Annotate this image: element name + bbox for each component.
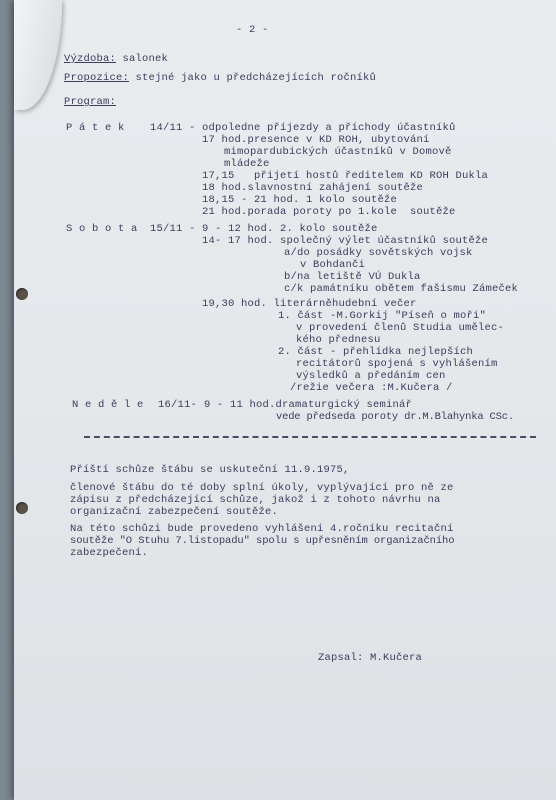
paragraph-line: členové štábu do té doby splní úkoly, vyplývající pro ně ze xyxy=(70,482,454,494)
propositions-line xyxy=(64,72,376,84)
decoration-value: salonek xyxy=(116,53,169,65)
day-sunday-date: 16/11- xyxy=(158,399,198,411)
schedule-line: mládeže xyxy=(224,158,270,170)
propositions-label: Propozice: xyxy=(64,72,130,84)
page-number: - 2 - xyxy=(236,24,269,36)
signature-line: Zapsal: M.Kučera xyxy=(318,652,423,664)
punch-hole xyxy=(16,502,28,514)
schedule-line: b/na letiště VÚ Dukla xyxy=(284,271,421,283)
day-friday: P á t e k xyxy=(66,122,125,134)
schedule-line: 9 - 11 hod.dramaturgický seminář xyxy=(204,399,413,411)
propositions-value: stejné jako u předcházejících ročníků xyxy=(129,72,377,84)
paragraph-line: soutěže "O Stuhu 7.listopadu" spolu s upřesněním organizačního xyxy=(70,535,455,547)
schedule-line: 19,30 hod. literárněhudební večer xyxy=(202,298,417,310)
paragraph-line: zápisu z předcházející schůze, jakož i z tohoto návrhu na xyxy=(70,494,441,506)
day-sunday: N e d ě l e xyxy=(72,399,144,411)
paragraph-line: organizační zabezpečení soutěže. xyxy=(70,506,279,518)
next-meeting-text: Příští schůze štábu se uskuteční 11.9.1975, xyxy=(70,464,350,476)
day-friday-date: 14/11 - xyxy=(150,122,196,134)
schedule-line: kého přednesu xyxy=(296,334,381,346)
schedule-line: c/k památníku obětem fašismu Zámeček xyxy=(284,283,519,295)
decoration-label: Výzdoba: xyxy=(64,53,117,65)
schedule-line: 9 - 12 hod. 2. kolo soutěže xyxy=(202,223,378,235)
decoration-line xyxy=(64,53,168,65)
paragraph-line: zabezpečení. xyxy=(70,547,149,559)
day-saturday: S o b o t a xyxy=(66,223,138,235)
document-page xyxy=(14,0,556,800)
schedule-line: 18,15 - 21 hod. 1 kolo soutěže xyxy=(202,194,398,206)
schedule-line: recitátorů spojená s vyhlášením xyxy=(296,358,498,370)
curled-previous-page xyxy=(14,0,62,110)
schedule-line: v provedení členů Studia umělec- xyxy=(296,322,505,334)
paragraph-line: Na této schůzi bude provedeno vyhlášení 4.ročníku recitační xyxy=(70,523,454,535)
punch-hole xyxy=(16,288,28,300)
program-heading: Program: xyxy=(64,96,117,108)
separator-line xyxy=(84,436,536,438)
schedule-line: vede předseda poroty dr.M.Blahynka CSc. xyxy=(276,411,514,423)
day-saturday-date: 15/11 - xyxy=(150,223,196,235)
schedule-line: odpoledne příjezdy a příchody účastníků xyxy=(202,122,456,134)
schedule-line: a/do posádky sovětských vojsk xyxy=(284,247,473,259)
schedule-line: 21 hod.porada poroty po 1.kole soutěže xyxy=(202,206,456,218)
schedule-line: 17,15 přijetí hostů ředitelem KD ROH Dukla xyxy=(202,170,489,182)
schedule-line: 17 hod.presence v KD ROH, ubytování xyxy=(202,134,430,146)
schedule-line: v Bohdanči xyxy=(300,259,366,271)
schedule-line: /režie večera :M.Kučera / xyxy=(290,382,453,394)
schedule-line: mimopardubických účastníků v Domově xyxy=(224,146,452,158)
schedule-line: výsledků a předáním cen xyxy=(296,370,446,382)
schedule-line: 14- 17 hod. společný výlet účastníků soutěže xyxy=(202,235,489,247)
schedule-line: 1. část -M.Gorkij "Píseň o moři" xyxy=(278,310,487,322)
schedule-line: 2. část - přehlídka nejlepších xyxy=(278,346,474,358)
schedule-line: 18 hod.slavnostní zahájení soutěže xyxy=(202,182,424,194)
